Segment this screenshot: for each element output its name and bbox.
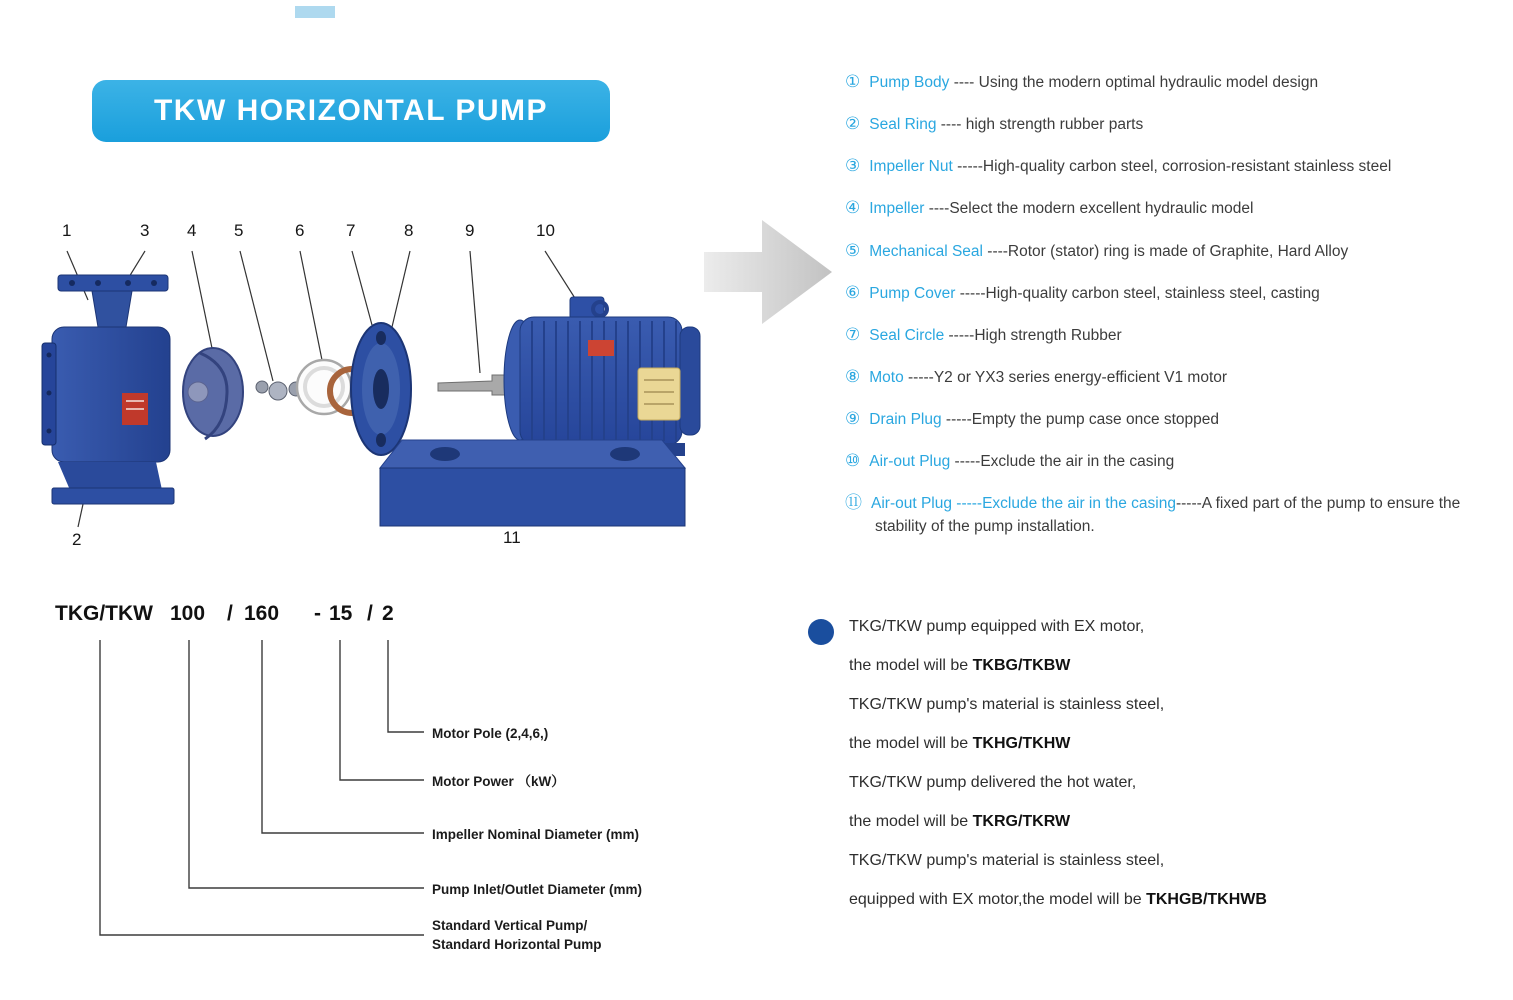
callout-label: Impeller Nominal Diameter (mm): [432, 827, 640, 842]
note-bullet-icon: [808, 619, 834, 645]
part-description: ----Select the modern excellent hydraulic model: [924, 200, 1254, 218]
part-description-blue: -----Exclude the air in the casing: [951, 495, 1176, 513]
pump-exploded-diagram: [40, 205, 750, 580]
part-number-label: 4: [187, 221, 197, 240]
part-circled-number: ⑨: [845, 409, 861, 429]
part-name: Impeller: [869, 200, 925, 218]
model-code-token: 2: [382, 602, 394, 625]
callout-label-line2: Standard Horizontal Pump: [432, 937, 602, 952]
part-list-item: [845, 239, 1493, 264]
part-number-label: 6: [295, 221, 305, 240]
part-circled-number: ⑥: [845, 282, 861, 302]
page-title: TKW HORIZONTAL PUMP: [153, 94, 549, 127]
note-model-code: TKHG/TKHW: [972, 735, 1071, 752]
title-banner: [92, 80, 610, 142]
part-name: Moto: [869, 368, 904, 386]
part-name: Pump Cover: [869, 284, 956, 302]
part-list-item: [845, 281, 1493, 306]
part-circled-number: ②: [845, 114, 861, 134]
part-number-label: 10: [536, 221, 555, 240]
note-item: [849, 763, 1474, 841]
note-item: [849, 607, 1474, 685]
base-plate-shape: [380, 440, 685, 526]
part-name: Impeller Nut: [869, 158, 953, 176]
part-list-item: [845, 196, 1493, 221]
part-description: -----High-quality carbon steel, corrosion-resistant stainless steel: [952, 158, 1392, 176]
model-notes: [849, 607, 1474, 919]
part-list-item: [845, 323, 1493, 348]
callout-label: Pump Inlet/Outlet Diameter (mm): [432, 882, 643, 897]
model-code-token: -: [314, 602, 321, 625]
part-list-item: [845, 154, 1493, 179]
callout-label-line1: Standard Vertical Pump/: [432, 918, 588, 933]
note-model-code: TKBG/TKBW: [972, 657, 1071, 674]
part-circled-number: ⑦: [845, 324, 861, 344]
pump-body-shape: [42, 275, 174, 504]
part-circled-number: ⑧: [845, 366, 861, 386]
part-name: Air-out Plug: [869, 453, 951, 471]
note-line-1: TKG/TKW pump delivered the hot water,: [849, 774, 1137, 791]
part-description: ----Rotor (stator) ring is made of Graphite, Hard Alloy: [982, 242, 1349, 260]
model-code-token: /: [227, 602, 233, 625]
note-line-1: TKG/TKW pump's material is stainless steel,: [849, 852, 1165, 869]
motor-shape: [504, 297, 700, 456]
part-list-item: [845, 365, 1493, 390]
model-code-token: 160: [244, 602, 280, 625]
part-description: ---- high strength rubber parts: [936, 116, 1144, 134]
top-decoration: [295, 6, 335, 18]
note-line-2: equipped with EX motor,the model will be TKHGB/TKHWB: [849, 891, 1267, 908]
part-number-label: 1: [62, 221, 72, 240]
model-code-token: 100: [170, 602, 206, 625]
part-description: -----High-quality carbon steel, stainless steel, casting: [955, 284, 1320, 302]
part-name: Seal Ring: [869, 116, 937, 134]
callout-label: Motor Power （kW）: [432, 774, 565, 789]
part-circled-number: ①: [845, 72, 861, 91]
note-item: [849, 841, 1474, 919]
part-number-label: 5: [234, 221, 244, 240]
part-name: Seal Circle: [869, 326, 945, 344]
part-list-item: [845, 407, 1493, 432]
callout-label: [432, 916, 602, 954]
part-number-label: 3: [140, 221, 150, 240]
part-description: -----High strength Rubber: [944, 326, 1122, 344]
part-name: Mechanical Seal: [869, 242, 983, 260]
note-line-2: the model will be TKHG/TKHW: [849, 735, 1071, 752]
part-circled-number: ⑩: [845, 451, 861, 471]
part-description: -----Empty the pump case once stopped: [941, 411, 1220, 429]
part-name: Pump Body: [869, 74, 950, 91]
part-number-label: 11: [503, 528, 521, 547]
note-model-code: TKRG/TKRW: [972, 813, 1071, 830]
note-line-1: TKG/TKW pump's material is stainless steel,: [849, 696, 1165, 713]
part-list-item: [845, 70, 1493, 95]
note-model-code: TKHGB/TKHWB: [1146, 891, 1267, 908]
part-circled-number: ③: [845, 156, 861, 176]
model-code-token: TKG/TKW: [55, 602, 153, 625]
parts-list: [845, 70, 1493, 556]
model-code-token: 15: [329, 602, 353, 625]
part-list-item: [845, 491, 1493, 538]
part-description: -----Y2 or YX3 series energy-efficient V1 motor: [903, 368, 1228, 386]
part-description: -----A fixed part of the pump to ensure the stability of the pump installation.: [875, 495, 1461, 536]
part-description: ---- Using the modern optimal hydraulic model design: [949, 74, 1319, 91]
transition-arrow-icon: [700, 208, 840, 336]
part-list-item: [845, 112, 1493, 137]
note-line-2: the model will be TKRG/TKRW: [849, 813, 1071, 830]
part-circled-number: ⑪: [845, 493, 862, 513]
callout-label: Motor Pole (2,4,6,): [432, 726, 549, 741]
part-number-label: 9: [465, 221, 475, 240]
part-number-label: 7: [346, 221, 356, 240]
part-circled-number: ⑤: [845, 240, 861, 260]
part-circled-number: ④: [845, 198, 861, 218]
part-name: Air-out Plug: [871, 495, 952, 513]
part-number-label: 2: [72, 530, 82, 549]
pump-cover-shape: [351, 323, 411, 455]
part-description: -----Exclude the air in the casing: [950, 453, 1175, 471]
note-line-1: TKG/TKW pump equipped with EX motor,: [849, 618, 1145, 635]
note-item: [849, 685, 1474, 763]
part-list-item: [845, 449, 1493, 474]
note-line-2: the model will be TKBG/TKBW: [849, 657, 1071, 674]
part-number-label: 8: [404, 221, 414, 240]
part-name: Drain Plug: [869, 411, 942, 429]
impeller-shape: [183, 348, 243, 439]
model-code-token: /: [367, 602, 373, 625]
